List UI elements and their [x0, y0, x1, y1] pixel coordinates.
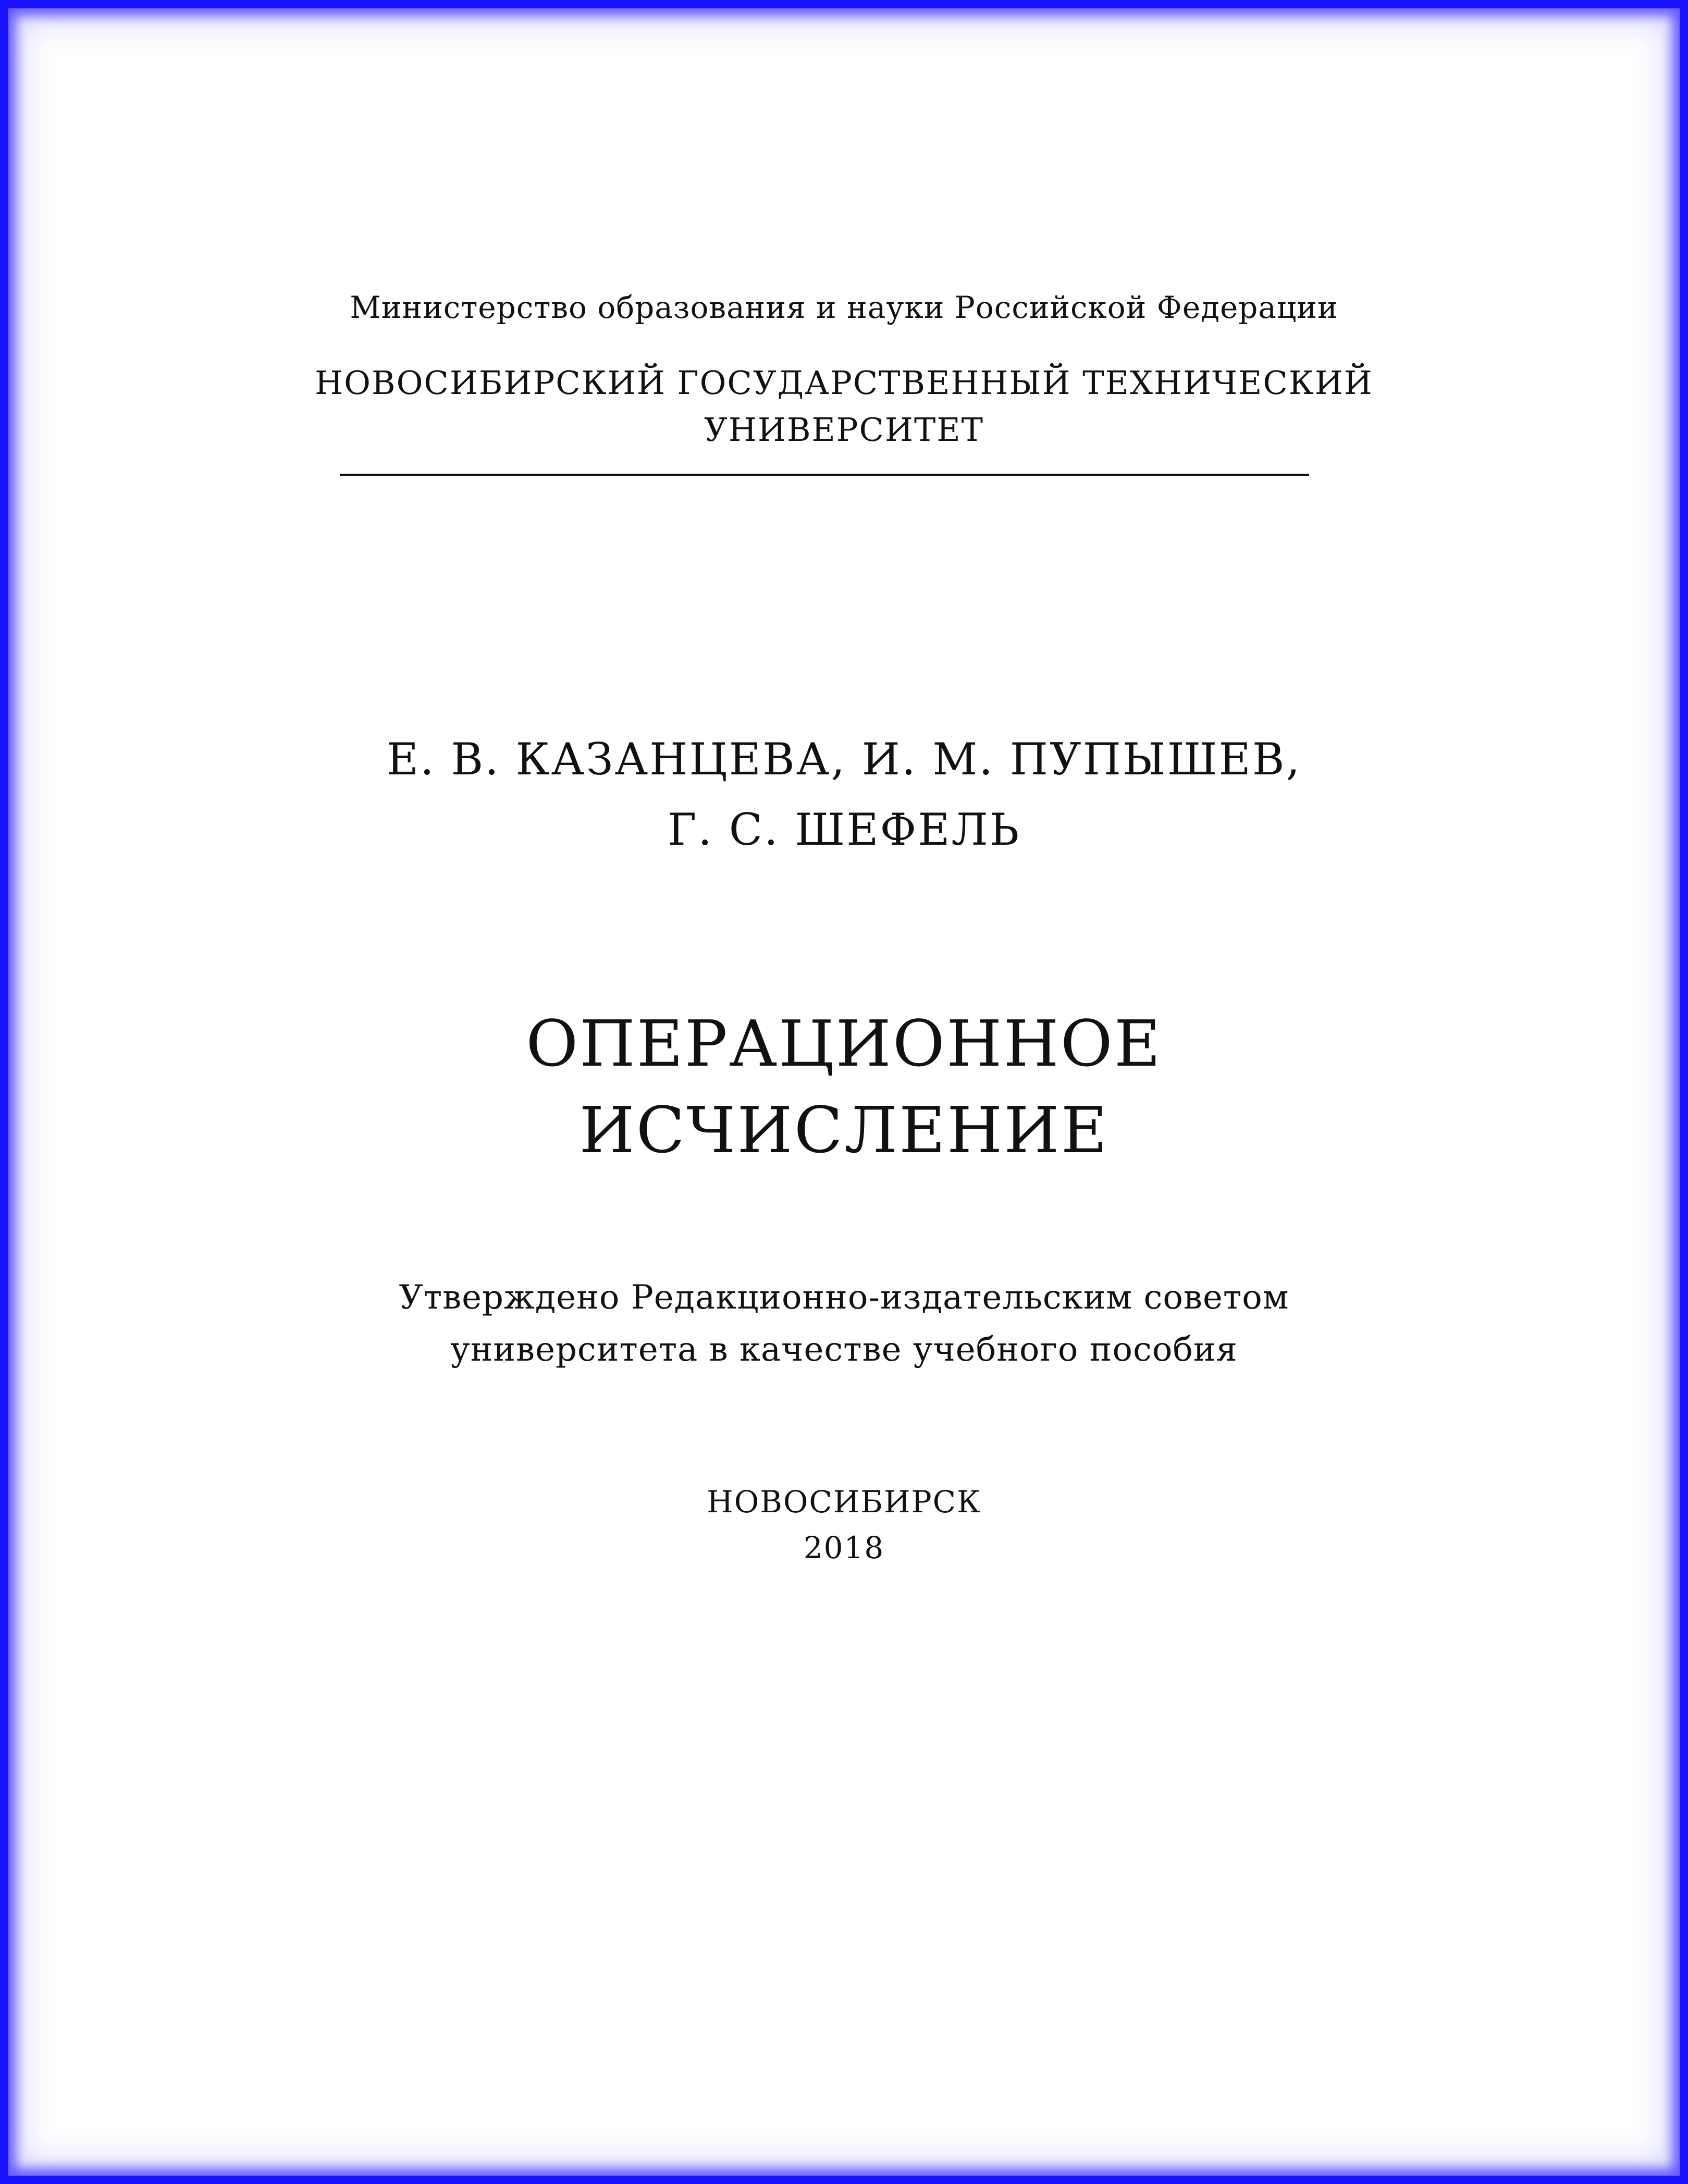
authors-line-2: Г. С. ШЕФЕЛЬ — [667, 804, 1021, 855]
ministry-text: Министерство образования и науки Российской Федерации — [350, 290, 1338, 325]
authors — [0, 724, 1688, 865]
ministry-line — [0, 284, 1688, 331]
imprint — [0, 1479, 1688, 1571]
book-title — [0, 1001, 1688, 1174]
approval-line-1: Утверждено Редакционно-издательским советом — [399, 1278, 1289, 1317]
imprint-year: 2018 — [803, 1530, 885, 1565]
university-name-line-1: НОВОСИБИРСКИЙ ГОСУДАРСТВЕННЫЙ ТЕХНИЧЕСКИЙ — [315, 364, 1373, 402]
approval-statement — [0, 1272, 1688, 1376]
imprint-city: НОВОСИБИРСК — [707, 1484, 981, 1520]
university-name — [0, 360, 1688, 453]
header-divider — [340, 474, 1309, 476]
book-title-line-1: ОПЕРАЦИОННОЕ — [526, 1007, 1162, 1081]
authors-line-1: Е. В. КАЗАНЦЕВА, И. М. ПУПЫШЕВ, — [386, 734, 1302, 785]
book-title-line-2: ИСЧИСЛЕНИЕ — [579, 1093, 1109, 1167]
approval-line-2: университета в качестве учебного пособия — [450, 1330, 1238, 1369]
university-name-line-2: УНИВЕРСИТЕТ — [704, 411, 984, 449]
